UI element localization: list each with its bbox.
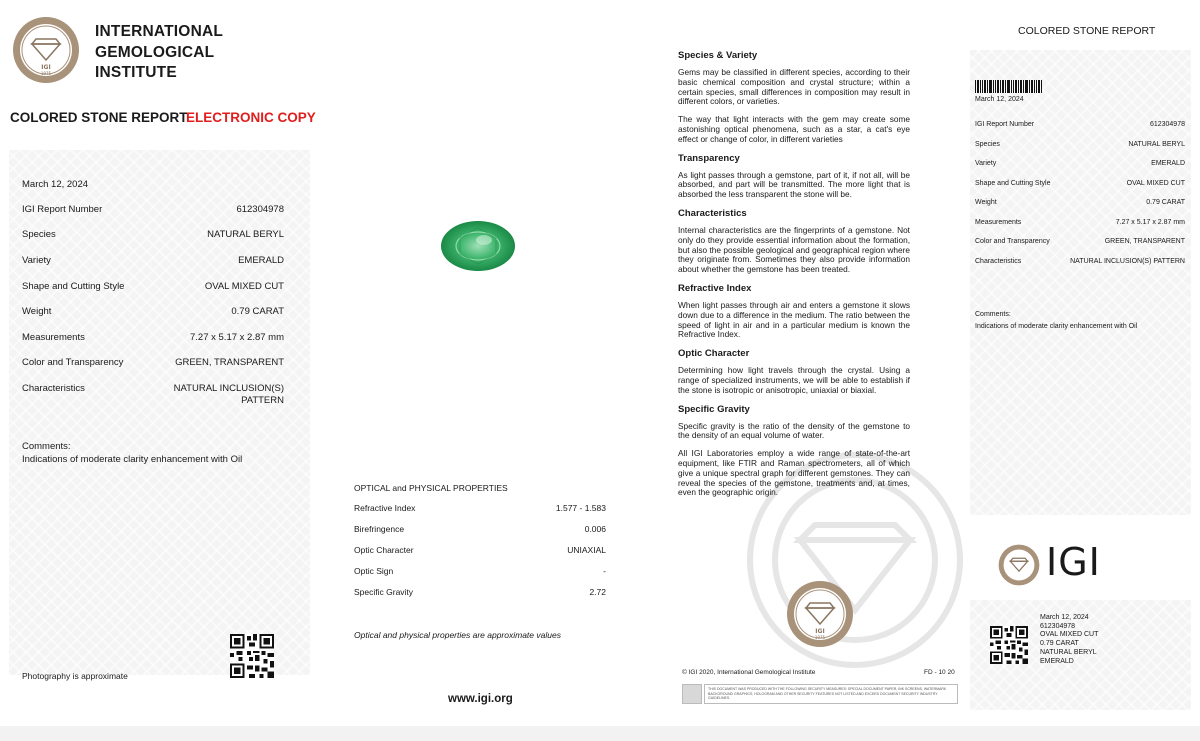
summary-label: IGI Report Number <box>975 121 1035 128</box>
summary-label: Characteristics <box>975 258 1022 265</box>
igi-brand-text: IGI <box>1046 540 1101 584</box>
comments-text: Indications of moderate clarity enhancement with Oil <box>22 454 243 465</box>
summary-value: NATURAL INCLUSION(S) PATTERN <box>1070 258 1185 265</box>
stub-line: 612304978 <box>1040 622 1076 630</box>
detail-label: Shape and Cutting Style <box>22 281 125 292</box>
detail-value: EMERALD <box>238 255 284 266</box>
stub-line: NATURAL BERYL <box>1040 648 1097 656</box>
report-date: March 12, 2024 <box>22 179 89 190</box>
svg-text:IGI: IGI <box>41 64 51 71</box>
comments-label: Comments: <box>22 441 71 452</box>
optical-label: Optic Character <box>354 545 414 555</box>
barcode-icon <box>975 80 1043 93</box>
detail-value: NATURAL BERYL <box>207 229 284 240</box>
info-paragraph: All IGI Laboratories employ a wide range of state-of-the-art equipment, like FTIR and Raman spectrometers, all of which give a unique spectral graph for different gemstones. They can reveal the species of the gemstone, treatments and, at times, even the geographic origin. <box>678 448 910 498</box>
optical-value: UNIAXIAL <box>567 545 606 555</box>
report-title: COLORED STONE REPORT <box>10 110 188 125</box>
summary-value: GREEN, TRANSPARENT <box>1104 238 1185 245</box>
info-section-specific-gravity <box>678 404 910 499</box>
detail-label: Weight <box>22 306 52 317</box>
info-section-refractive-index <box>678 283 910 340</box>
optical-value: - <box>603 566 606 576</box>
igi-seal-icon <box>998 544 1040 586</box>
institute-line: INSTITUTE <box>95 64 177 81</box>
stub-line: OVAL MIXED CUT <box>1040 631 1099 639</box>
info-section-optic-character <box>678 348 910 395</box>
info-paragraph: As light passes through a gemstone, part of it, if not all, will be absorbed, and part will be transmitted. The more light that is absorbed the less transparent the stone will be. <box>678 169 910 200</box>
optical-value: 0.006 <box>584 524 606 534</box>
info-section-characteristics <box>678 208 910 275</box>
info-column <box>678 50 910 506</box>
summary-label: Species <box>975 141 1000 148</box>
emerald-gem-image <box>440 220 516 272</box>
detail-label: Characteristics <box>22 383 85 394</box>
security-disclaimer: THIS DOCUMENT WAS PRODUCED WITH THE FOLLOWING SECURITY MEASURES: SPECIAL DOCUMENT PAPER, INK SCREENS, WATERMARK BACKGROUND GRAPHICS, HOLOGRAM AND OTHER SECURITY FEATURES NOT LISTED AND EXCEED DOCUMENT SECURITY INDUSTRY GUIDELINES. <box>704 684 958 704</box>
detail-value: 7.27 x 5.17 x 2.87 mm <box>190 332 284 343</box>
summary-comments-label: Comments: <box>975 311 1011 318</box>
summary-value: 612304978 <box>1149 121 1185 128</box>
summary-comments-text: Indications of moderate clarity enhancement with Oil <box>975 323 1138 330</box>
summary-title: COLORED STONE REPORT <box>1018 25 1156 37</box>
igi-seal-icon <box>786 580 854 648</box>
info-paragraph: When light passes through air and enters a gemstone it slows down due to a difference in the medium. The ratio between the speed of light in air and in a particular medium is known the Refractive Index. <box>678 299 910 340</box>
info-paragraph: Determining how light travels through the crystal. Using a range of specialized instruments, we will be able to establish if the stone is isotropic or anisotropic, uniaxial or biaxial. <box>678 365 910 395</box>
summary-panel <box>970 50 1191 515</box>
info-heading: Species & Variety <box>678 50 758 61</box>
detail-label: Color and Transparency <box>22 357 124 368</box>
info-section-species <box>678 50 910 145</box>
optical-note: Optical and physical properties are approximate values <box>354 630 561 640</box>
summary-label: Measurements <box>975 219 1022 226</box>
stub-line: EMERALD <box>1040 657 1074 665</box>
detail-value: 0.79 CARAT <box>231 306 284 317</box>
optical-value: 1.577 - 1.583 <box>555 503 606 513</box>
detail-value: GREEN, TRANSPARENT <box>175 357 284 368</box>
detail-label: Variety <box>22 255 51 266</box>
summary-value: NATURAL BERYL <box>1128 141 1185 148</box>
info-heading: Specific Gravity <box>678 403 750 415</box>
summary-value: 7.27 x 5.17 x 2.87 mm <box>1115 219 1185 226</box>
institute-name <box>95 22 223 84</box>
summary-date: March 12, 2024 <box>975 96 1024 103</box>
optical-label: Refractive Index <box>354 503 416 513</box>
info-heading: Transparency <box>678 152 740 164</box>
detail-label: Species <box>22 229 56 240</box>
detail-value: OVAL MIXED CUT <box>204 281 284 292</box>
stub-line: March 12, 2024 <box>1040 614 1089 621</box>
info-paragraph: Gems may be classified in different species, according to their basic chemical composition and crystal structure; within a certain species, small differences in composition may result in different colors, or varieties. <box>678 67 910 107</box>
summary-label: Color and Transparency <box>975 238 1050 245</box>
detail-label: IGI Report Number <box>22 204 103 215</box>
summary-label: Weight <box>975 199 997 206</box>
info-heading: Characteristics <box>678 207 747 219</box>
detail-value: NATURAL INCLUSION(S) PATTERN <box>173 383 284 406</box>
qr-code-icon[interactable] <box>230 634 274 678</box>
svg-text:IGI: IGI <box>815 628 825 635</box>
info-paragraph: The way that light interacts with the gem may create some astonishing optical phenomena, such as a star, a cat's eye effect or change of color, in different varieties <box>678 114 910 144</box>
security-hologram-icon <box>682 684 702 704</box>
bottom-strip <box>0 726 1200 741</box>
copyright-text: © IGI 2020, International Gemological Institute <box>682 669 816 676</box>
form-code: FD - 10 20 <box>924 669 955 676</box>
report-stub <box>1040 614 1098 666</box>
summary-value: EMERALD <box>1151 160 1185 167</box>
igi-seal-icon <box>12 16 80 84</box>
optical-label: Optic Sign <box>354 566 394 576</box>
summary-label: Variety <box>975 160 997 167</box>
institute-line: GEMOLOGICAL <box>95 43 215 61</box>
detail-label: Measurements <box>22 332 85 343</box>
info-heading: Refractive Index <box>678 282 752 294</box>
institute-line: INTERNATIONAL <box>95 23 224 40</box>
stub-line: 0.79 CARAT <box>1040 640 1079 648</box>
optical-label: Specific Gravity <box>354 587 414 597</box>
summary-label: Shape and Cutting Style <box>975 180 1051 187</box>
info-paragraph: Specific gravity is the ratio of the density of the gemstone to the density of an equal volume of water. <box>678 420 910 441</box>
photography-note: Photography is approximate <box>22 671 128 681</box>
info-heading: Optic Character <box>678 348 750 360</box>
qr-code-icon[interactable] <box>990 626 1028 664</box>
svg-text:1975: 1975 <box>40 71 52 76</box>
optical-value: 2.72 <box>589 587 606 597</box>
detail-value: 612304978 <box>236 204 284 215</box>
optical-label: Birefringence <box>354 524 405 534</box>
summary-value: OVAL MIXED CUT <box>1126 180 1185 187</box>
info-section-transparency <box>678 153 910 200</box>
summary-value: 0.79 CARAT <box>1146 199 1185 206</box>
electronic-copy-label: ELECTRONIC COPY <box>186 110 316 125</box>
optical-properties-title: OPTICAL and PHYSICAL PROPERTIES <box>354 483 508 493</box>
website-link[interactable]: www.igi.org <box>448 693 513 705</box>
svg-text:1975: 1975 <box>814 635 826 640</box>
info-paragraph: Internal characteristics are the fingerprints of a gemstone. Not only do they provide essential information about the formation, but also the possible geological and geographical region where they originate from. Sometimes they also provide information about whether the gemstone has been treated. <box>678 224 910 275</box>
